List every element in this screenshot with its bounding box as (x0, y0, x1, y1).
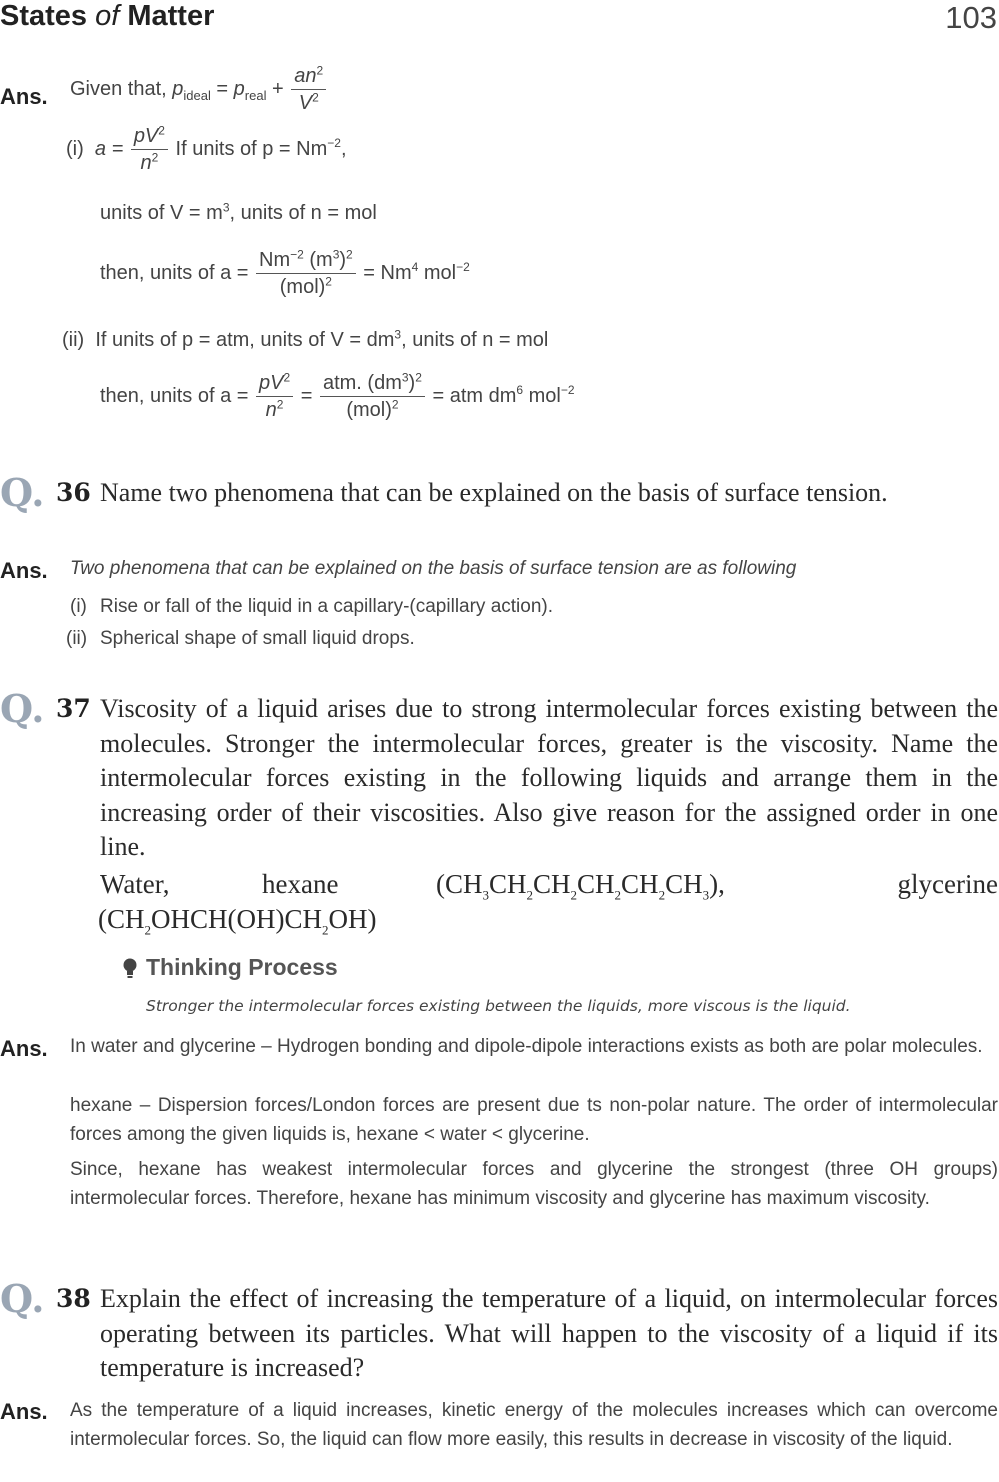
formula-part-ii: (ii) If units of p = atm, units of $V = dm^3$, units of n = mol (62, 327, 549, 351)
q37-question: Viscosity of a liquid arises due to strong intermolecular forces existing between the molecules. Stronger the intermolecular forces, greater is the viscosity. Name the intermolecular forces existing in the following liquids and arrange them in the increasing order of their viscosities. Also give reason for the assigned order in one line. (100, 694, 998, 861)
q36-item-1-label: (i) (70, 596, 87, 617)
chem-glycerine-formula: $(CH_2OHCH(OH)CH_2OH)$ (98, 904, 377, 938)
thinking-process-title: Thinking Process (146, 954, 338, 980)
q36-item-2-label: (ii) (66, 628, 88, 649)
formula-units-a-2: then, units of a = $\frac{pV^2}{n^2}$ = $\frac{atm. (dm^3)^2}{(mol)^2}$ = atm $dm^6$ mol$^{-2}$ (100, 370, 575, 421)
q38-letter: Q. (0, 1276, 45, 1321)
chem-water: Water, (100, 869, 170, 899)
q37-chem-line-1 (100, 869, 998, 905)
ans-label: Ans. (0, 84, 48, 109)
q36-number: 36 (56, 478, 91, 507)
chem-hexane: hexane (262, 869, 339, 899)
q38-question: Explain the effect of increasing the temperature of a liquid, on intermolecular forces operating between its particles. What will happen to the viscosity of a liquid if its temperature is increased? (100, 1284, 998, 1382)
q36-letter: Q. (0, 470, 45, 515)
q38-answer: As the temperature of a liquid increases, kinetic energy of the molecules increases which can overcome intermolecular forces. So, the liquid can flow more easily, this results in decrease in viscosity of the liquid. (70, 1400, 998, 1450)
formula-part-i: (i) a = $\frac{pV^2}{n^2}$ If units of $p = Nm^{-2}$, (66, 123, 347, 174)
q38-ans-label: Ans. (0, 1399, 48, 1424)
formula-given: Given that, $p_{ideal} = p_{real}$ + $\frac{an^2}{V^2}$ (70, 66, 328, 113)
chem-glycerine: glycerine (897, 869, 998, 899)
lightbulb-icon (120, 956, 142, 982)
q37-number: 37 (56, 694, 91, 723)
formula-units-a-1: then, units of a = $\frac{Nm^{-2} (m^3)^2}{(mol)^2}$ = $Nm^4$ mol$^{-2}$ (100, 247, 470, 298)
chem-hexane-formula: $(CH_3CH_2CH_2CH_2CH_2CH_3)$, (436, 869, 725, 903)
q37-letter: Q. (0, 686, 45, 731)
q36-answer-intro: Two phenomena that can be explained on the basis of surface tension are as following (70, 558, 797, 579)
page-number: 103 (945, 0, 997, 35)
q36-item-2-text: Spherical shape of small liquid drops. (100, 628, 415, 649)
q37-answer-p2: hexane – Dispersion forces/London forces are present due ts non-polar nature. The order of intermolecular forces among the given liquids is, hexane < water < glycerine. (70, 1095, 998, 1145)
q36-question: Name two phenomena that can be explained on the basis of surface tension. (100, 478, 888, 507)
q36-ans-label: Ans. (0, 558, 48, 583)
q37-answer-p3: Since, hexane has weakest intermolecular forces and glycerine the strongest (three OH groups) intermolecular forces. Therefore, hexane has minimum viscosity and glycerine has maximum viscosity. (70, 1159, 998, 1209)
chapter-title: States of Matter (0, 0, 215, 32)
thinking-process-text: Stronger the intermolecular forces existing between the liquids, more viscous is the liquid. (146, 997, 851, 1015)
q37-ans-label: Ans. (0, 1036, 48, 1061)
formula-units-v: units of $V = m^3$, units of n = mol (100, 200, 377, 224)
q38-number: 38 (56, 1284, 91, 1313)
q37-answer-p1: In water and glycerine – Hydrogen bonding and dipole-dipole interactions exists as both are polar molecules. (70, 1036, 983, 1057)
q36-item-1-text: Rise or fall of the liquid in a capillary-(capillary action). (100, 596, 554, 617)
